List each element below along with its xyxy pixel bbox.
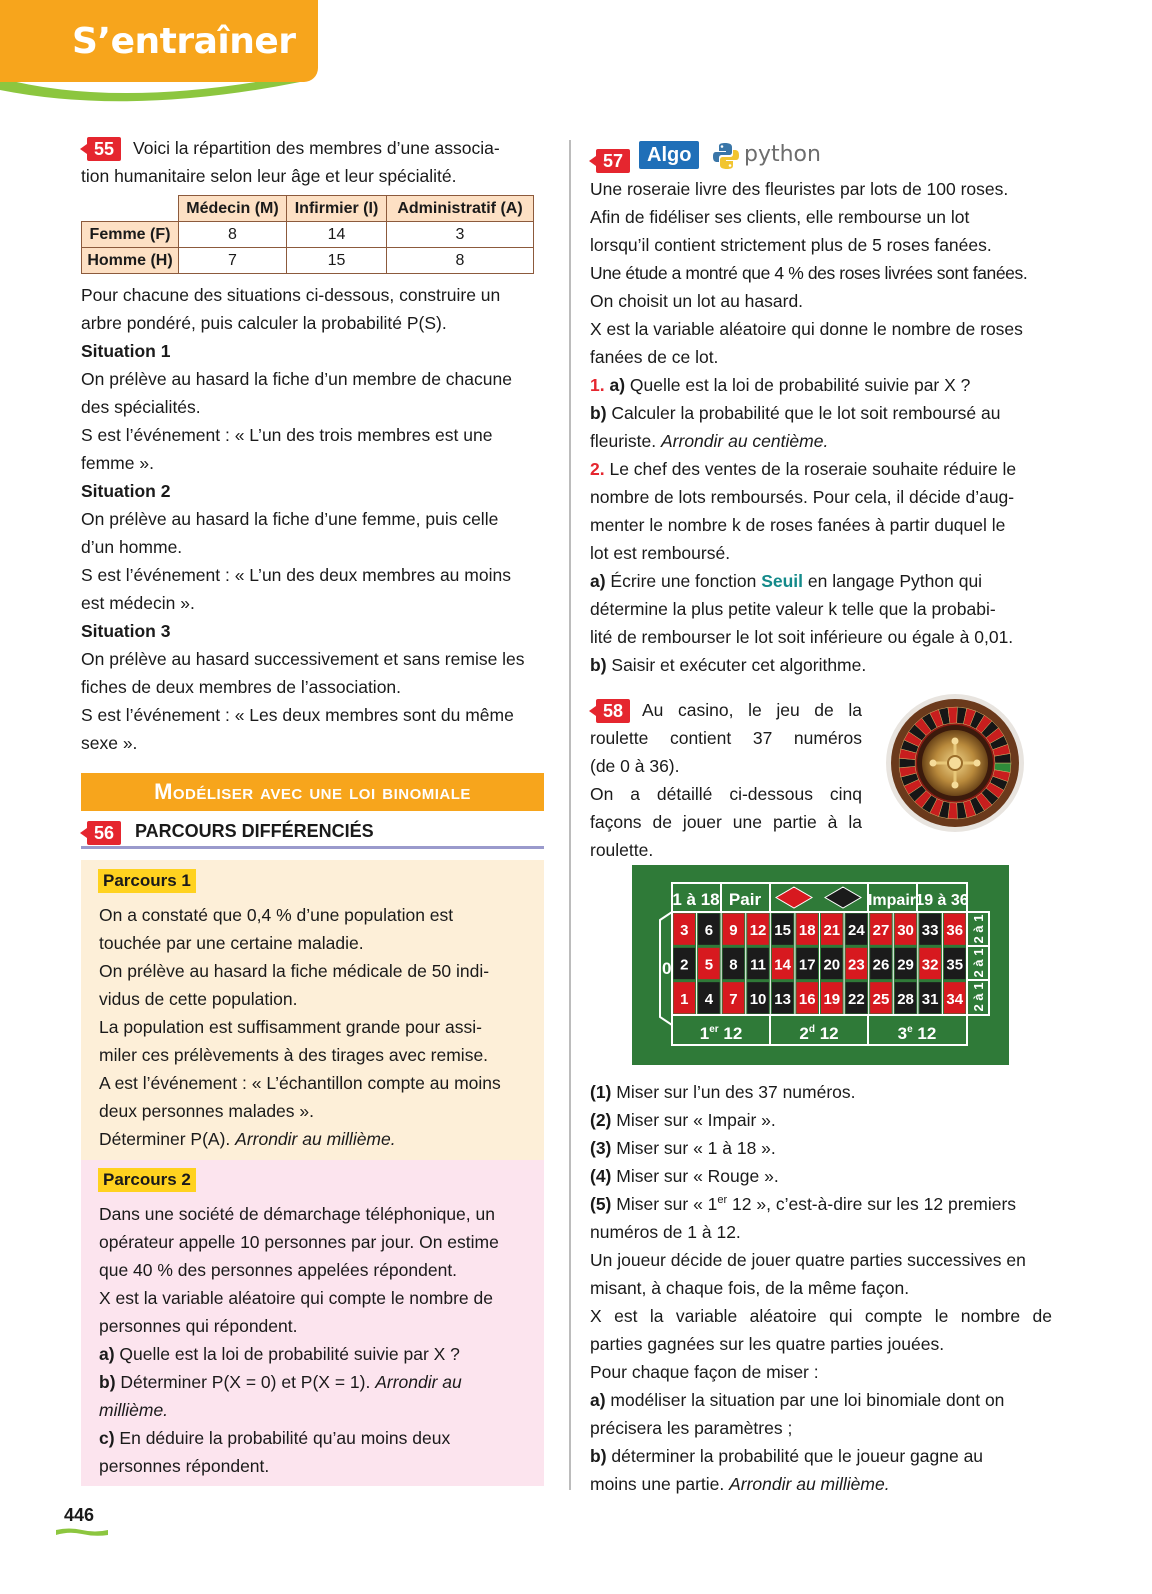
text-line: nombre de lots remboursés. Pour cela, il décide d’aug-: [590, 487, 1015, 507]
ex55-intro-line: tion humanitaire selon leur âge et leur spécialité.: [81, 166, 457, 186]
text-line: On prélève au hasard la fiche médicale de 50 indi-: [99, 961, 490, 981]
exercise-number-58: 58: [596, 699, 630, 723]
option-number: (1): [590, 1082, 612, 1102]
question-label: b): [590, 403, 607, 423]
number-label: 5: [704, 956, 714, 974]
text-line: précisera les paramètres ;: [590, 1418, 793, 1438]
column-bet: 2 à 1: [971, 948, 986, 978]
question-2: [590, 455, 1052, 483]
text-line: roulette.: [590, 840, 654, 860]
dozen-1: [700, 1024, 743, 1043]
number-label: 18: [798, 922, 816, 940]
text-span: Miser sur « 1: [611, 1194, 718, 1214]
number-label: 33: [921, 922, 939, 940]
table-cell: 3: [387, 222, 534, 248]
question-a: [99, 1340, 525, 1368]
number-label: 1: [680, 990, 689, 1008]
number-label: 17: [798, 956, 816, 974]
text-line: On prélève au hasard la fiche d’une femme, puis celle: [81, 509, 499, 529]
ex58-intro-first: [642, 696, 862, 724]
table-header: Médecin (M): [179, 196, 287, 222]
dozen-digit: 3: [897, 1024, 908, 1043]
question-label: b): [590, 655, 607, 675]
text-line: numéros de 1 à 12.: [590, 1222, 741, 1242]
ex58-intro: [590, 724, 862, 864]
option-2: [590, 1106, 1052, 1134]
text-line: Pour chaque façon de miser :: [590, 1362, 819, 1382]
number-label: 3: [680, 922, 689, 940]
number-label: 31: [921, 990, 939, 1008]
text-line: sexe ».: [81, 733, 138, 753]
question-b: [99, 1368, 525, 1396]
text-line: parties gagnées sur les quatre parties jouées.: [590, 1334, 945, 1354]
algo-tag: Algo: [639, 141, 699, 169]
text-span: Déterminer P(A).: [99, 1129, 236, 1149]
text-line: [590, 427, 1052, 455]
number-label: 20: [823, 956, 841, 974]
question-number: 2.: [590, 459, 605, 479]
text-line: La population est suffisamment grande pour assi-: [99, 1017, 482, 1037]
text-span: Miser sur « Impair ».: [611, 1110, 776, 1130]
number-label: 24: [848, 922, 865, 940]
question-label: b): [590, 1446, 607, 1466]
option-number: (2): [590, 1110, 612, 1130]
question-label: a): [609, 375, 626, 395]
dozen-sup: d: [808, 1024, 815, 1035]
parcours2-body: [99, 1200, 525, 1480]
text-line: opérateur appelle 10 personnes par jour. On estime: [99, 1232, 499, 1252]
number-label: 8: [729, 956, 738, 974]
text-line: Afin de fidéliser ses clients, elle rembourse un lot: [590, 207, 970, 227]
dozen-2: [799, 1024, 838, 1043]
column-separator: [569, 140, 571, 1490]
option-number: (4): [590, 1166, 612, 1186]
dozen-rest: 12: [912, 1024, 937, 1043]
question-label: a): [590, 1390, 606, 1410]
ex55-body: [81, 281, 545, 757]
section-banner: Modéliser avec une loi binomiale: [81, 773, 544, 811]
ex58-body: [590, 1078, 1052, 1498]
number-label: 2: [680, 956, 689, 974]
text-line: misant, à chaque fois, de la même façon.: [590, 1278, 910, 1298]
text-line: A est l’événement : « L’échantillon compte au moins: [99, 1073, 501, 1093]
italic-text: Arrondir au millième.: [235, 1129, 396, 1149]
exercise-number-57: 57: [596, 149, 630, 173]
text-line: On choisit un lot au hasard.: [590, 291, 804, 311]
number-label: 19: [823, 990, 841, 1008]
number-label: 7: [729, 990, 738, 1008]
roulette-wheel-image: [885, 693, 1025, 833]
text-line: touchée par une certaine maladie.: [99, 933, 364, 953]
column-bet: 2 à 1: [971, 914, 986, 944]
question-label: b): [99, 1372, 116, 1392]
table-row-label: Homme (H): [82, 248, 179, 274]
text-line: est médecin ».: [81, 593, 195, 613]
ex57-body: [590, 175, 1052, 679]
red-diamond-icon: [776, 887, 812, 908]
text-line: Un joueur décide de jouer quatre parties successives en: [590, 1250, 1026, 1270]
dozen-digit: 2: [799, 1024, 809, 1043]
divider: [81, 846, 544, 849]
text-line: arbre pondéré, puis calculer la probabilité P(S).: [81, 313, 447, 333]
number-label: 13: [774, 990, 791, 1008]
text-span: moins une partie.: [590, 1474, 730, 1494]
exercise-number-56: 56: [87, 821, 121, 845]
text-line: lorsqu’il contient strictement plus de 5 roses fanées.: [590, 235, 992, 255]
number-label: 36: [946, 922, 964, 940]
italic-text: millième.: [99, 1400, 169, 1420]
text-line: personnes qui répondent.: [99, 1316, 298, 1336]
number-label: 34: [946, 990, 964, 1008]
text-span: 12 », c’est-à-dire sur les 12 premiers: [727, 1194, 1017, 1214]
option-number: (3): [590, 1138, 612, 1158]
page-number: 446: [64, 1505, 95, 1525]
dozen-rest: 12: [718, 1024, 743, 1043]
bet-impair: Impair: [867, 892, 917, 909]
number-label: 29: [897, 956, 914, 974]
text-line: menter le nombre k de roses fanées à partir duquel le: [590, 515, 1006, 535]
bet-pair: Pair: [728, 890, 762, 909]
question-label: a): [590, 571, 606, 591]
option-4: [590, 1162, 1052, 1190]
table-header: Administratif (A): [387, 196, 534, 222]
dozen-rest: 12: [814, 1024, 839, 1043]
text-line: S est l’événement : « Les deux membres sont du même: [81, 705, 514, 725]
parcours1-body: [99, 901, 525, 1153]
text-line: X est la variable aléatoire qui compte le nombre de: [590, 1306, 1052, 1326]
text-line: que 40 % des personnes appelées répondent.: [99, 1260, 458, 1280]
text-span: Calculer la probabilité que le lot soit remboursé au: [606, 403, 1001, 423]
text-line: façons de jouer une partie à la: [590, 812, 862, 832]
situation-title: Situation 2: [81, 481, 171, 501]
question-2a: [590, 567, 1052, 595]
text-line: [590, 1470, 1052, 1498]
situation-title: Situation 3: [81, 621, 171, 641]
text-span: Écrire une fonction: [605, 571, 762, 591]
number-label: 12: [749, 922, 767, 940]
page-number-underline: [56, 1527, 108, 1537]
text-line: d’un homme.: [81, 537, 183, 557]
number-label: 26: [872, 956, 890, 974]
python-logo-icon: [711, 141, 741, 171]
text-line: fanées de ce lot.: [590, 347, 719, 367]
table-cell: 15: [287, 248, 387, 274]
text-span: Quelle est la loi de probabilité suivie par X ?: [114, 1344, 460, 1364]
text-line: lot est remboursé.: [590, 543, 731, 563]
table-row: [82, 222, 534, 248]
roulette-table: [632, 865, 1009, 1065]
text-line: X est la variable aléatoire qui donne le nombre de roses: [590, 319, 1023, 339]
text-span: Déterminer P(X = 0) et P(X = 1).: [115, 1372, 376, 1392]
number-label: 21: [823, 922, 841, 940]
text-line: S est l’événement : « L’un des trois membres est une: [81, 425, 493, 445]
number-label: 10: [749, 990, 767, 1008]
number-label: 22: [848, 990, 865, 1008]
number-label: 25: [872, 990, 890, 1008]
wheel-slot: [899, 758, 915, 767]
text-span: Miser sur « Rouge ».: [611, 1166, 779, 1186]
text-span: déterminer la probabilité que le joueur gagne au: [606, 1446, 984, 1466]
bet-19-36: 19 à 36: [915, 892, 969, 909]
text-line: vidus de cette population.: [99, 989, 298, 1009]
option-number: (5): [590, 1194, 612, 1214]
text-line: femme ».: [81, 453, 154, 473]
italic-text: Arrondir au: [375, 1372, 462, 1392]
italic-text: Arrondir au centième.: [661, 431, 829, 451]
number-label: 30: [897, 922, 914, 940]
text-line: Dans une société de démarchage téléphonique, un: [99, 1204, 495, 1224]
text-line: personnes répondent.: [99, 1456, 270, 1476]
number-label: 9: [729, 922, 738, 940]
text-span: Miser sur l’un des 37 numéros.: [611, 1082, 856, 1102]
number-label: 28: [897, 990, 914, 1008]
parcours1-label: Parcours 1: [98, 869, 196, 893]
parcours2-label: Parcours 2: [98, 1168, 196, 1192]
question-a: [590, 1386, 1052, 1414]
table-row: [82, 248, 534, 274]
text-line: On a constaté que 0,4 % d’une population est: [99, 905, 454, 925]
black-diamond-icon: [825, 887, 861, 908]
text-line: On prélève au hasard successivement et sans remise les: [81, 649, 525, 669]
ex55-intro-line: Voici la répartition des membres d’une associa-: [133, 138, 500, 158]
number-label: 14: [774, 956, 791, 974]
code-keyword: Seuil: [761, 571, 804, 591]
table-cell: 14: [287, 222, 387, 248]
text-line: miler ces prélèvements à des tirages avec remise.: [99, 1045, 489, 1065]
text-line: On a détaillé ci-dessous cinq: [590, 784, 862, 804]
table-cell: 7: [179, 248, 287, 274]
table-header: Infirmier (I): [287, 196, 387, 222]
text-line: (de 0 à 36).: [590, 756, 680, 776]
option-1: [590, 1078, 1052, 1106]
text-span: En déduire la probabilité qu’au moins deux: [114, 1428, 451, 1448]
text-line: détermine la plus petite valeur k telle que la probabi-: [590, 599, 996, 619]
text-span: fleuriste.: [590, 431, 661, 451]
italic-text: Arrondir au millième.: [729, 1474, 890, 1494]
number-label: 16: [798, 990, 816, 1008]
ex55-table: [81, 195, 534, 274]
exercise-number-55: 55: [87, 137, 121, 161]
page-title: S’entraîner: [72, 21, 296, 62]
text-line: [99, 1125, 525, 1153]
number-label: 15: [774, 922, 791, 940]
text-span: Saisir et exécuter cet algorithme.: [606, 655, 867, 675]
question-1a: [590, 371, 1052, 399]
roulette-table-svg: [632, 865, 1009, 1065]
zero-label: 0: [662, 959, 672, 978]
text-span: modéliser la situation par une loi binomiale dont on: [605, 1390, 1005, 1410]
number-label: 27: [872, 922, 890, 940]
number-label: 4: [704, 990, 714, 1008]
ex56-title: PARCOURS DIFFÉRENCIÉS: [135, 821, 374, 841]
number-label: 6: [704, 922, 714, 940]
bet-1-18: 1 à 18: [672, 890, 720, 909]
text-span: Le chef des ventes de la roseraie souhaite réduire le: [604, 459, 1017, 479]
ex55-intro: [133, 134, 545, 162]
dozen-3: [898, 1024, 937, 1043]
text-line: S est l’événement : « L’un des deux membres au moins: [81, 565, 511, 585]
text-span: en langage Python qui: [803, 571, 983, 591]
dozen-sup: er: [709, 1024, 719, 1035]
number-label: 32: [921, 956, 939, 974]
table-cell: 8: [387, 248, 534, 274]
table-cell: 8: [179, 222, 287, 248]
number-label: 11: [750, 956, 766, 974]
text-line: On prélève au hasard la fiche d’un membre de chacune: [81, 369, 512, 389]
dozen-sup: e: [907, 1024, 913, 1035]
question-1b: [590, 399, 1052, 427]
text-line: des spécialités.: [81, 397, 201, 417]
table-row-label: Femme (F): [82, 222, 179, 248]
question-c: [99, 1424, 525, 1452]
text-line: Une étude a montré que 4 % des roses livrées sont fanées.: [590, 263, 1028, 283]
text-line: Au casino, le jeu de la: [642, 700, 862, 720]
question-b: [590, 1442, 1052, 1470]
question-label: c): [99, 1428, 115, 1448]
python-label: python: [744, 142, 821, 167]
text-line: Pour chacune des situations ci-dessous, construire un: [81, 285, 501, 305]
dozen-digit: 1: [699, 1024, 710, 1043]
text-line: deux personnes malades ».: [99, 1101, 314, 1121]
question-number: 1.: [590, 375, 605, 395]
text-line: X est la variable aléatoire qui compte le nombre de: [99, 1288, 493, 1308]
text-line: fiches de deux membres de l’association.: [81, 677, 402, 697]
number-label: 35: [946, 956, 964, 974]
superscript: er: [717, 1194, 728, 1207]
situation-title: Situation 1: [81, 341, 171, 361]
text-line: lité de rembourser le lot soit inférieure ou égale à 0,01.: [590, 627, 1014, 647]
text-span: Quelle est la loi de probabilité suivie par X ?: [625, 375, 971, 395]
text-span: Miser sur « 1 à 18 ».: [611, 1138, 776, 1158]
table-corner: [82, 196, 179, 222]
text-line: Une roseraie livre des fleuristes par lots de 100 roses.: [590, 179, 1009, 199]
question-label: a): [99, 1344, 115, 1364]
column-bet: 2 à 1: [971, 982, 986, 1012]
number-label: 23: [848, 956, 865, 974]
option-3: [590, 1134, 1052, 1162]
option-5: [590, 1190, 1052, 1218]
ex55-intro-2: [81, 162, 545, 190]
text-line: roulette contient 37 numéros: [590, 728, 862, 748]
question-2b: [590, 651, 1052, 679]
